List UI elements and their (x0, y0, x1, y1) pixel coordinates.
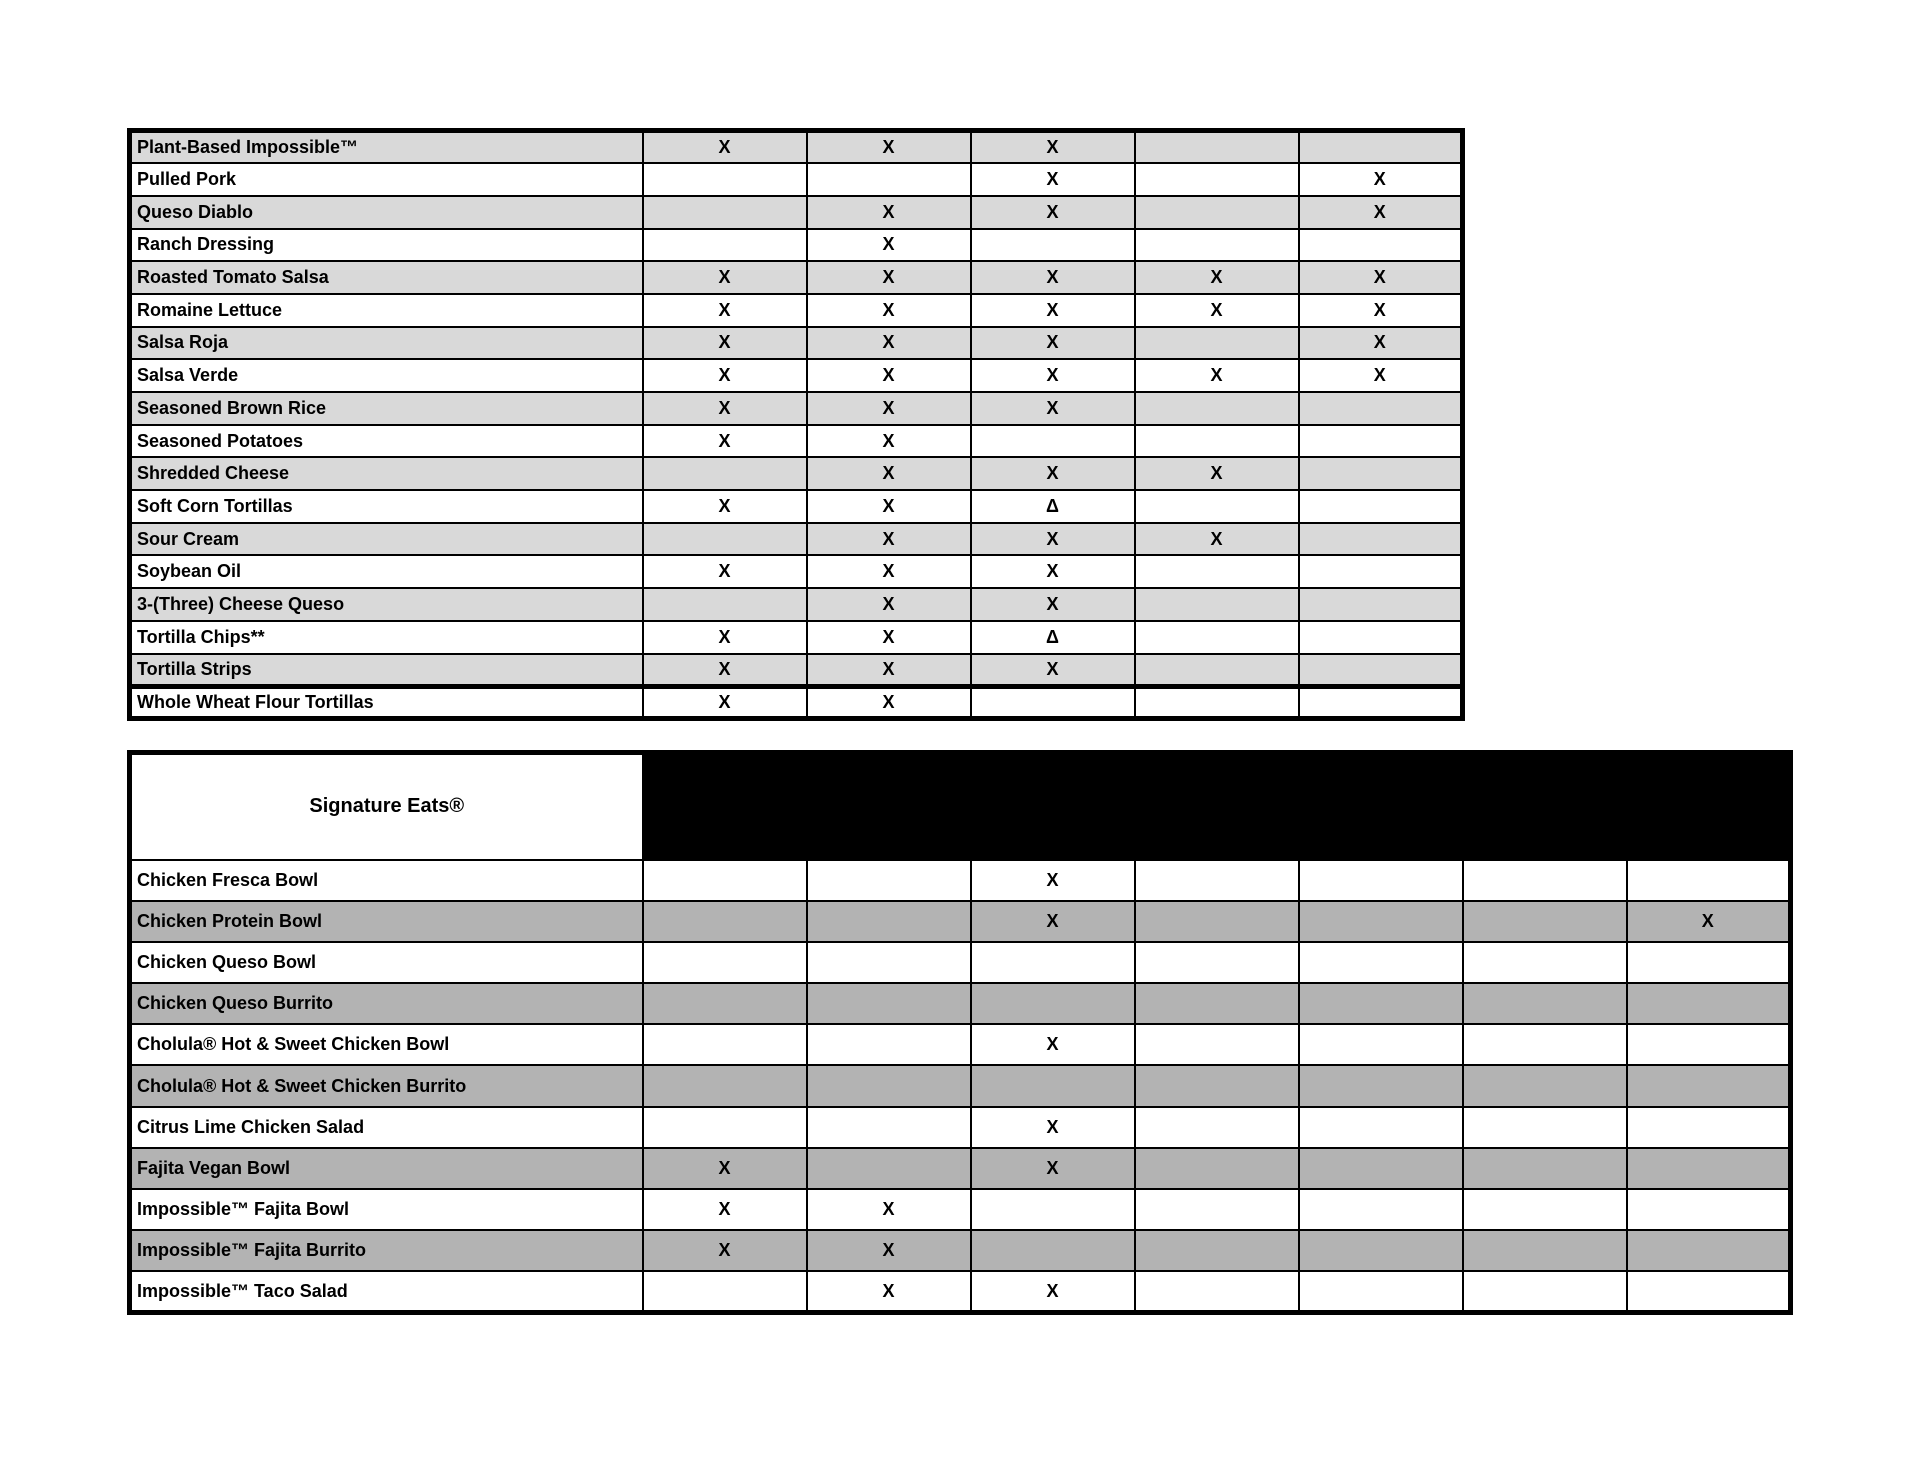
table-row (130, 229, 1463, 262)
empty-cell (1463, 1024, 1627, 1065)
mark-cell: X (971, 359, 1135, 392)
mark-cell: X (971, 860, 1135, 901)
empty-cell (1463, 1107, 1627, 1148)
mark-cell: X (807, 131, 971, 164)
row-label: Chicken Queso Bowl (130, 942, 643, 983)
empty-cell (1299, 1107, 1463, 1148)
mark-cell: X (971, 392, 1135, 425)
empty-cell (1299, 1024, 1463, 1065)
table-row (130, 686, 1463, 719)
empty-cell (807, 983, 971, 1024)
row-label: 3-(Three) Cheese Queso (130, 588, 643, 621)
header-row-title (130, 753, 1791, 803)
mark-cell: X (1299, 163, 1463, 196)
empty-cell (807, 1065, 971, 1106)
mark-cell: X (971, 1148, 1135, 1189)
mark-cell: X (807, 261, 971, 294)
row-label: Cholula® Hot & Sweet Chicken Burrito (130, 1065, 643, 1106)
table-row (130, 196, 1463, 229)
row-label: Sour Cream (130, 523, 643, 556)
table-row (130, 1065, 1791, 1106)
row-label: Seasoned Potatoes (130, 425, 643, 458)
row-label: Tortilla Chips** (130, 621, 643, 654)
empty-cell (1299, 1065, 1463, 1106)
mark-cell: X (643, 1230, 807, 1271)
mark-cell: X (807, 196, 971, 229)
empty-cell (1299, 523, 1463, 556)
mark-cell: X (1135, 261, 1299, 294)
mark-cell: X (643, 425, 807, 458)
row-label: Queso Diablo (130, 196, 643, 229)
mark-cell: X (971, 523, 1135, 556)
row-label: Ranch Dressing (130, 229, 643, 262)
mark-cell: X (1135, 359, 1299, 392)
table-row (130, 490, 1463, 523)
mark-cell: X (807, 327, 971, 360)
row-label: Cholula® Hot & Sweet Chicken Bowl (130, 1024, 643, 1065)
table-row (130, 425, 1463, 458)
empty-cell (807, 163, 971, 196)
empty-cell (807, 860, 971, 901)
row-label: Seasoned Brown Rice (130, 392, 643, 425)
empty-cell (1135, 392, 1299, 425)
mark-cell: X (643, 555, 807, 588)
empty-cell (1463, 1230, 1627, 1271)
empty-cell (1135, 327, 1299, 360)
mark-cell: X (1135, 523, 1299, 556)
mark-cell: X (971, 131, 1135, 164)
row-label: Salsa Verde (130, 359, 643, 392)
mark-cell: X (643, 359, 807, 392)
empty-cell (1627, 1189, 1791, 1230)
row-label: Salsa Roja (130, 327, 643, 360)
empty-cell (1135, 901, 1299, 942)
mark-cell: X (1299, 196, 1463, 229)
mark-cell: X (807, 523, 971, 556)
empty-cell (971, 1065, 1135, 1106)
table-row (130, 588, 1463, 621)
mark-cell: X (1299, 294, 1463, 327)
signature-eats-table-body (130, 753, 1791, 1313)
empty-cell (971, 983, 1135, 1024)
column-header-keto-friendly: Keto-Friendly (1135, 803, 1299, 860)
empty-cell (643, 196, 807, 229)
empty-cell (1463, 942, 1627, 983)
mark-cell: X (1299, 327, 1463, 360)
empty-cell (1299, 588, 1463, 621)
row-label: Whole Wheat Flour Tortillas (130, 686, 643, 719)
empty-cell (1299, 621, 1463, 654)
mark-cell: X (643, 327, 807, 360)
mark-cell: X (643, 686, 807, 719)
empty-cell (643, 1024, 807, 1065)
mark-cell: X (807, 654, 971, 687)
mark-cell: X (807, 359, 971, 392)
mark-cell: X (971, 1024, 1135, 1065)
mark-cell: X (971, 1271, 1135, 1312)
mark-cell: X (971, 163, 1135, 196)
table-row (130, 901, 1791, 942)
table-row (130, 392, 1463, 425)
mark-cell: X (643, 261, 807, 294)
table-row (130, 457, 1463, 490)
table-row (130, 555, 1463, 588)
empty-cell (1627, 942, 1791, 983)
empty-cell (1627, 1271, 1791, 1312)
table-row (130, 1024, 1791, 1065)
empty-cell (643, 229, 807, 262)
empty-cell (1135, 1065, 1299, 1106)
mark-cell: X (643, 621, 807, 654)
mark-cell: X (643, 392, 807, 425)
mark-cell: X (971, 457, 1135, 490)
empty-cell (807, 1107, 971, 1148)
table-row (130, 163, 1463, 196)
mark-cell: X (971, 294, 1135, 327)
empty-cell (1463, 1148, 1627, 1189)
column-header-low-calorie: Low Calorie (1627, 803, 1791, 860)
empty-cell (1299, 425, 1463, 458)
column-header-paleo: Paleo (1463, 803, 1627, 860)
row-label: Impossible™ Taco Salad (130, 1271, 643, 1312)
table-row (130, 294, 1463, 327)
mark-cell: X (971, 654, 1135, 687)
column-header-vegan: Vegan (643, 803, 807, 860)
column-header-gluten-friendly: Gluten-Friendly (971, 803, 1135, 860)
empty-cell (1299, 1271, 1463, 1312)
empty-cell (1299, 942, 1463, 983)
empty-cell (1627, 1230, 1791, 1271)
empty-cell (643, 588, 807, 621)
ingredients-table-body (130, 131, 1463, 719)
mark-cell: X (807, 490, 971, 523)
empty-cell (1135, 1189, 1299, 1230)
mark-cell: Δ (971, 490, 1135, 523)
empty-cell (1299, 555, 1463, 588)
empty-cell (1463, 983, 1627, 1024)
row-label: Plant-Based Impossible™ (130, 131, 643, 164)
empty-cell (1135, 131, 1299, 164)
empty-cell (1463, 1271, 1627, 1312)
ingredients-dietary-table (127, 128, 1465, 721)
empty-cell (643, 942, 807, 983)
mark-cell: X (971, 901, 1135, 942)
empty-cell (1627, 1065, 1791, 1106)
table-row (130, 983, 1791, 1024)
empty-cell (1135, 860, 1299, 901)
corner-label: Signature Eats® (130, 753, 643, 860)
mark-cell: X (807, 425, 971, 458)
empty-cell (807, 901, 971, 942)
empty-cell (1299, 392, 1463, 425)
mark-cell: X (971, 261, 1135, 294)
mark-cell: X (807, 294, 971, 327)
empty-cell (1627, 1024, 1791, 1065)
mark-cell: X (807, 1271, 971, 1312)
row-label: Impossible™ Fajita Bowl (130, 1189, 643, 1230)
empty-cell (643, 523, 807, 556)
row-label: Chicken Fresca Bowl (130, 860, 643, 901)
mark-cell: X (1299, 261, 1463, 294)
empty-cell (1627, 1107, 1791, 1148)
empty-cell (1135, 163, 1299, 196)
empty-cell (1135, 942, 1299, 983)
mark-cell: X (807, 1230, 971, 1271)
empty-cell (1299, 860, 1463, 901)
row-label: Citrus Lime Chicken Salad (130, 1107, 643, 1148)
mark-cell: X (1135, 457, 1299, 490)
empty-cell (1135, 1271, 1299, 1312)
empty-cell (1135, 1107, 1299, 1148)
mark-cell: X (643, 1148, 807, 1189)
table-row (130, 942, 1791, 983)
mark-cell: X (971, 588, 1135, 621)
empty-cell (1135, 1230, 1299, 1271)
empty-cell (643, 1107, 807, 1148)
empty-cell (1135, 1148, 1299, 1189)
mark-cell: X (807, 588, 971, 621)
table-row (130, 1107, 1791, 1148)
empty-cell (1627, 1148, 1791, 1189)
column-header-vegetarian: Vegetarian (807, 803, 971, 860)
mark-cell: X (643, 131, 807, 164)
empty-cell (1299, 457, 1463, 490)
row-label: Fajita Vegan Bowl (130, 1148, 643, 1189)
empty-cell (807, 1024, 971, 1065)
row-label: Roasted Tomato Salsa (130, 261, 643, 294)
table-row (130, 654, 1463, 687)
empty-cell (1135, 983, 1299, 1024)
row-label: Pulled Pork (130, 163, 643, 196)
empty-cell (643, 983, 807, 1024)
mark-cell: X (807, 555, 971, 588)
empty-cell (1627, 860, 1791, 901)
empty-cell (1135, 1024, 1299, 1065)
row-label: Romaine Lettuce (130, 294, 643, 327)
mark-cell: X (971, 327, 1135, 360)
empty-cell (971, 686, 1135, 719)
mark-cell: X (807, 1189, 971, 1230)
empty-cell (643, 901, 807, 942)
mark-cell: X (807, 392, 971, 425)
empty-cell (1299, 983, 1463, 1024)
empty-cell (643, 1271, 807, 1312)
empty-cell (1627, 983, 1791, 1024)
table-row (130, 131, 1463, 164)
empty-cell (1299, 1189, 1463, 1230)
empty-cell (643, 457, 807, 490)
empty-cell (643, 163, 807, 196)
empty-cell (1135, 490, 1299, 523)
empty-cell (1299, 686, 1463, 719)
empty-cell (1135, 555, 1299, 588)
signature-eats-dietary-table (127, 750, 1793, 1315)
mark-cell: X (971, 196, 1135, 229)
mark-cell: X (643, 1189, 807, 1230)
empty-cell (807, 942, 971, 983)
empty-cell (643, 1065, 807, 1106)
empty-cell (1463, 1065, 1627, 1106)
mark-cell: X (807, 457, 971, 490)
empty-cell (971, 229, 1135, 262)
mark-cell: Δ (971, 621, 1135, 654)
mark-cell: X (1299, 359, 1463, 392)
table-row (130, 327, 1463, 360)
empty-cell (807, 1148, 971, 1189)
empty-cell (1135, 654, 1299, 687)
empty-cell (1299, 490, 1463, 523)
row-label: Soft Corn Tortillas (130, 490, 643, 523)
empty-cell (1135, 229, 1299, 262)
table-row (130, 359, 1463, 392)
row-label: Impossible™ Fajita Burrito (130, 1230, 643, 1271)
mark-cell: X (807, 229, 971, 262)
mark-cell: X (971, 555, 1135, 588)
row-label: Chicken Protein Bowl (130, 901, 643, 942)
table-row (130, 1189, 1791, 1230)
mark-cell: X (807, 686, 971, 719)
mark-cell: X (643, 654, 807, 687)
empty-cell (1463, 860, 1627, 901)
empty-cell (971, 942, 1135, 983)
empty-cell (1135, 196, 1299, 229)
column-header-low-carb: Low Carb (1299, 803, 1463, 860)
empty-cell (1299, 229, 1463, 262)
table-row (130, 261, 1463, 294)
mark-cell: X (807, 621, 971, 654)
empty-cell (1463, 1189, 1627, 1230)
empty-cell (1299, 1230, 1463, 1271)
empty-cell (643, 860, 807, 901)
empty-cell (1135, 588, 1299, 621)
empty-cell (1299, 1148, 1463, 1189)
row-label: Soybean Oil (130, 555, 643, 588)
empty-cell (1463, 901, 1627, 942)
row-label: Chicken Queso Burrito (130, 983, 643, 1024)
table-row (130, 1230, 1791, 1271)
row-label: Shredded Cheese (130, 457, 643, 490)
empty-cell (971, 425, 1135, 458)
table-row (130, 860, 1791, 901)
empty-cell (1299, 654, 1463, 687)
mark-cell: X (971, 1107, 1135, 1148)
empty-cell (1299, 901, 1463, 942)
empty-cell (971, 1230, 1135, 1271)
empty-cell (971, 1189, 1135, 1230)
dietary-preference-title: DIETARY PREFERENCE (643, 753, 1791, 803)
mark-cell: X (643, 490, 807, 523)
empty-cell (1135, 621, 1299, 654)
table-row (130, 1271, 1791, 1312)
table-row (130, 1148, 1791, 1189)
table-row (130, 523, 1463, 556)
table-row (130, 621, 1463, 654)
mark-cell: X (643, 294, 807, 327)
mark-cell: X (1135, 294, 1299, 327)
empty-cell (1135, 425, 1299, 458)
row-label: Tortilla Strips (130, 654, 643, 687)
empty-cell (1299, 131, 1463, 164)
mark-cell: X (1627, 901, 1791, 942)
empty-cell (1135, 686, 1299, 719)
